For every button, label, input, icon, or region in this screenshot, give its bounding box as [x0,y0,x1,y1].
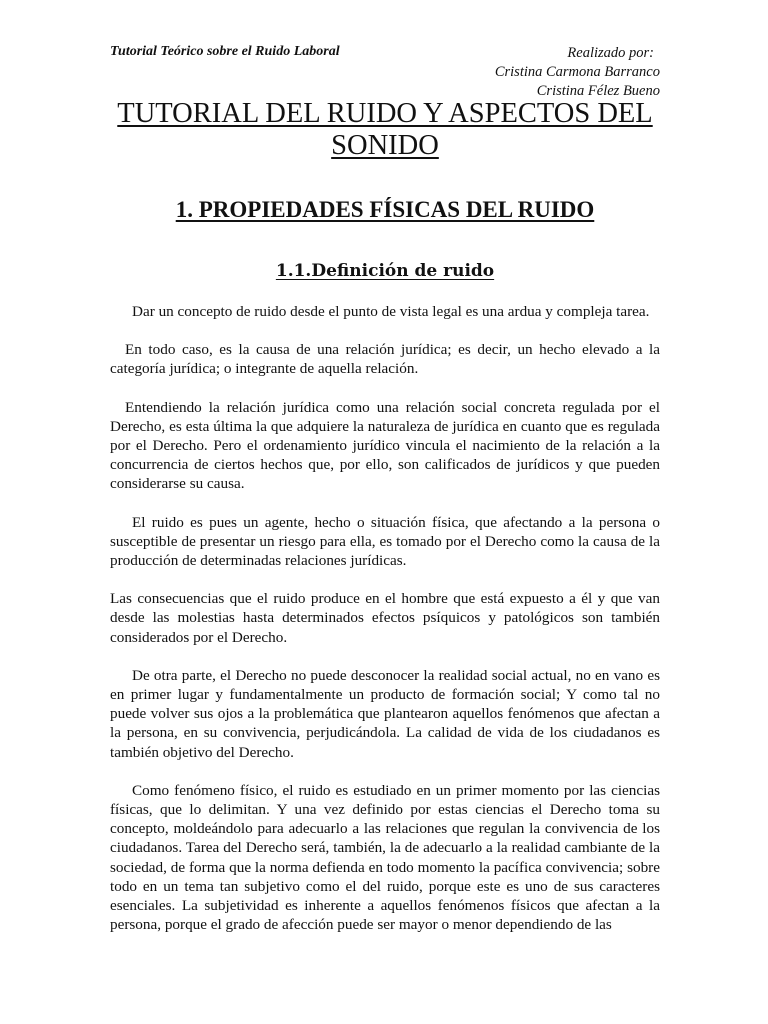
section-heading: 1. PROPIEDADES FÍSICAS DEL RUIDO [175,197,595,222]
header-document-title: Tutorial Teórico sobre el Ruido Laboral [110,44,340,59]
paragraph-5: Las consecuencias que el ruido produce en el hombre que está expuesto a él y que van desde las molestias hasta determinados efectos psíquicos y patológicos son también considerados por el Derecho. [110,590,660,646]
paragraph-6: De otra parte, el Derecho no puede desconocer la realidad social actual, no en vano es en primer lugar y fundamentalmente un producto de formación social; Y como tal no puede volver sus ojos a la problemática que plantearon aquellos fenómenos que afectan a la persona, en su convivencia, perjudicándola. La calidad de vida de los ciudadanos es también objetivo del Derecho. [110,666,660,761]
body-text [110,302,660,953]
header-author-1: Cristina Carmona Barranco [494,64,660,80]
paragraph-1: Dar un concepto de ruido desde el punto de vista legal es una ardua y compleja tarea. [132,303,650,320]
header-authors-block [495,44,660,101]
paragraph-4: El ruido es pues un agente, hecho o situación física, que afectando a la persona o susceptible de presentar un riesgo para ella, es tomado por el Derecho como la causa de la producción de determinadas relaciones jurídicas. [110,513,660,570]
paragraph-2: En todo caso, es la causa de una relación jurídica; es decir, un hecho elevado a la categoría jurídica; o integrante de aquella relación. [110,341,660,378]
paragraph-7: Como fenómeno físico, el ruido es estudiado en un primer momento por las ciencias físicas, que lo delimitan. Y una vez definido por estas ciencias el Derecho toma su concepto, moldeándolo para adecuarlo a las relaciones que regulan la convivencia de los ciudadanos. Tarea del Derecho será, también, la de adecuarlo a la realidad cambiante de la sociedad, de forma que la norma defienda en todo momento la pacífica convivencia; sobre todo en un tema tan subjetivo como el del ruido, porque este es uno de sus caracteres esenciales. La subjetividad es inherente a aquellos fenómenos físicos que afectan a la persona, porque el grado de afección puede ser mayor o menor dependiendo de las [110,781,660,934]
header-author-2: Cristina Félez Bueno [536,83,660,99]
subsection-heading: 1.1.Definición de ruido [275,261,495,281]
paragraph-3: Entendiendo la relación jurídica como una relación social concreta regulada por el Derecho, es esta última la que adquiere la naturaleza de jurídica en cuanto que es regulada por el Derecho. Pero el ordenamiento jurídico vincula el nacimiento de la relación a la concurrencia de ciertos hechos que, por ello, son calificados de jurídicos y que pueden considerarse su causa. [110,398,660,493]
header-realizado-label: Realizado por: [567,45,654,61]
page-title: TUTORIAL DEL RUIDO Y ASPECTOS DEL SONIDO [117,98,653,161]
